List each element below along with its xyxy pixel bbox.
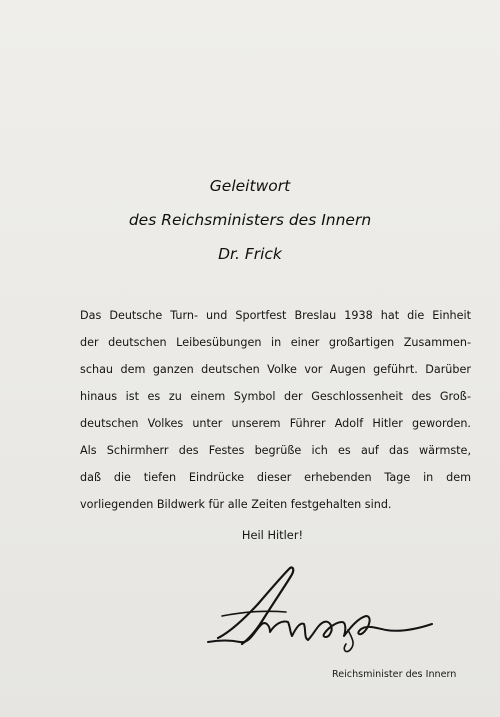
body-line-7: daß die tiefen Eindrücke dieser erhebenden Tage in dem: [80, 471, 471, 484]
closing-greeting: Heil Hitler!: [241, 528, 304, 542]
body-line-5: deutschen Volkes unter unserem Führer Adolf Hitler geworden.: [80, 417, 471, 430]
signatory-title: Reichsminister des Innern: [332, 669, 457, 680]
author-name: Dr. Frick: [218, 245, 282, 263]
document-subtitle: des Reichsministers des Innern: [128, 211, 372, 229]
document-title: Geleitwort: [209, 177, 291, 195]
body-line-2: der deutschen Leibesübungen in einer großartigen Zusammen-: [80, 336, 471, 349]
body-line-1: Das Deutsche Turn- und Sportfest Breslau 1938 hat die Einheit: [80, 309, 471, 322]
body-line-4: hinaus ist es zu einem Symbol der Geschlossenheit des Groß-: [80, 390, 471, 403]
handwritten-signature: [200, 558, 460, 668]
body-line-8: vorliegenden Bildwerk für alle Zeiten festgehalten sind.: [80, 498, 392, 511]
body-line-6: Als Schirmherr des Festes begrüße ich es auf das wärmste,: [80, 444, 471, 457]
body-line-3: schau dem ganzen deutschen Volke vor Augen geführt. Darüber: [80, 363, 471, 376]
